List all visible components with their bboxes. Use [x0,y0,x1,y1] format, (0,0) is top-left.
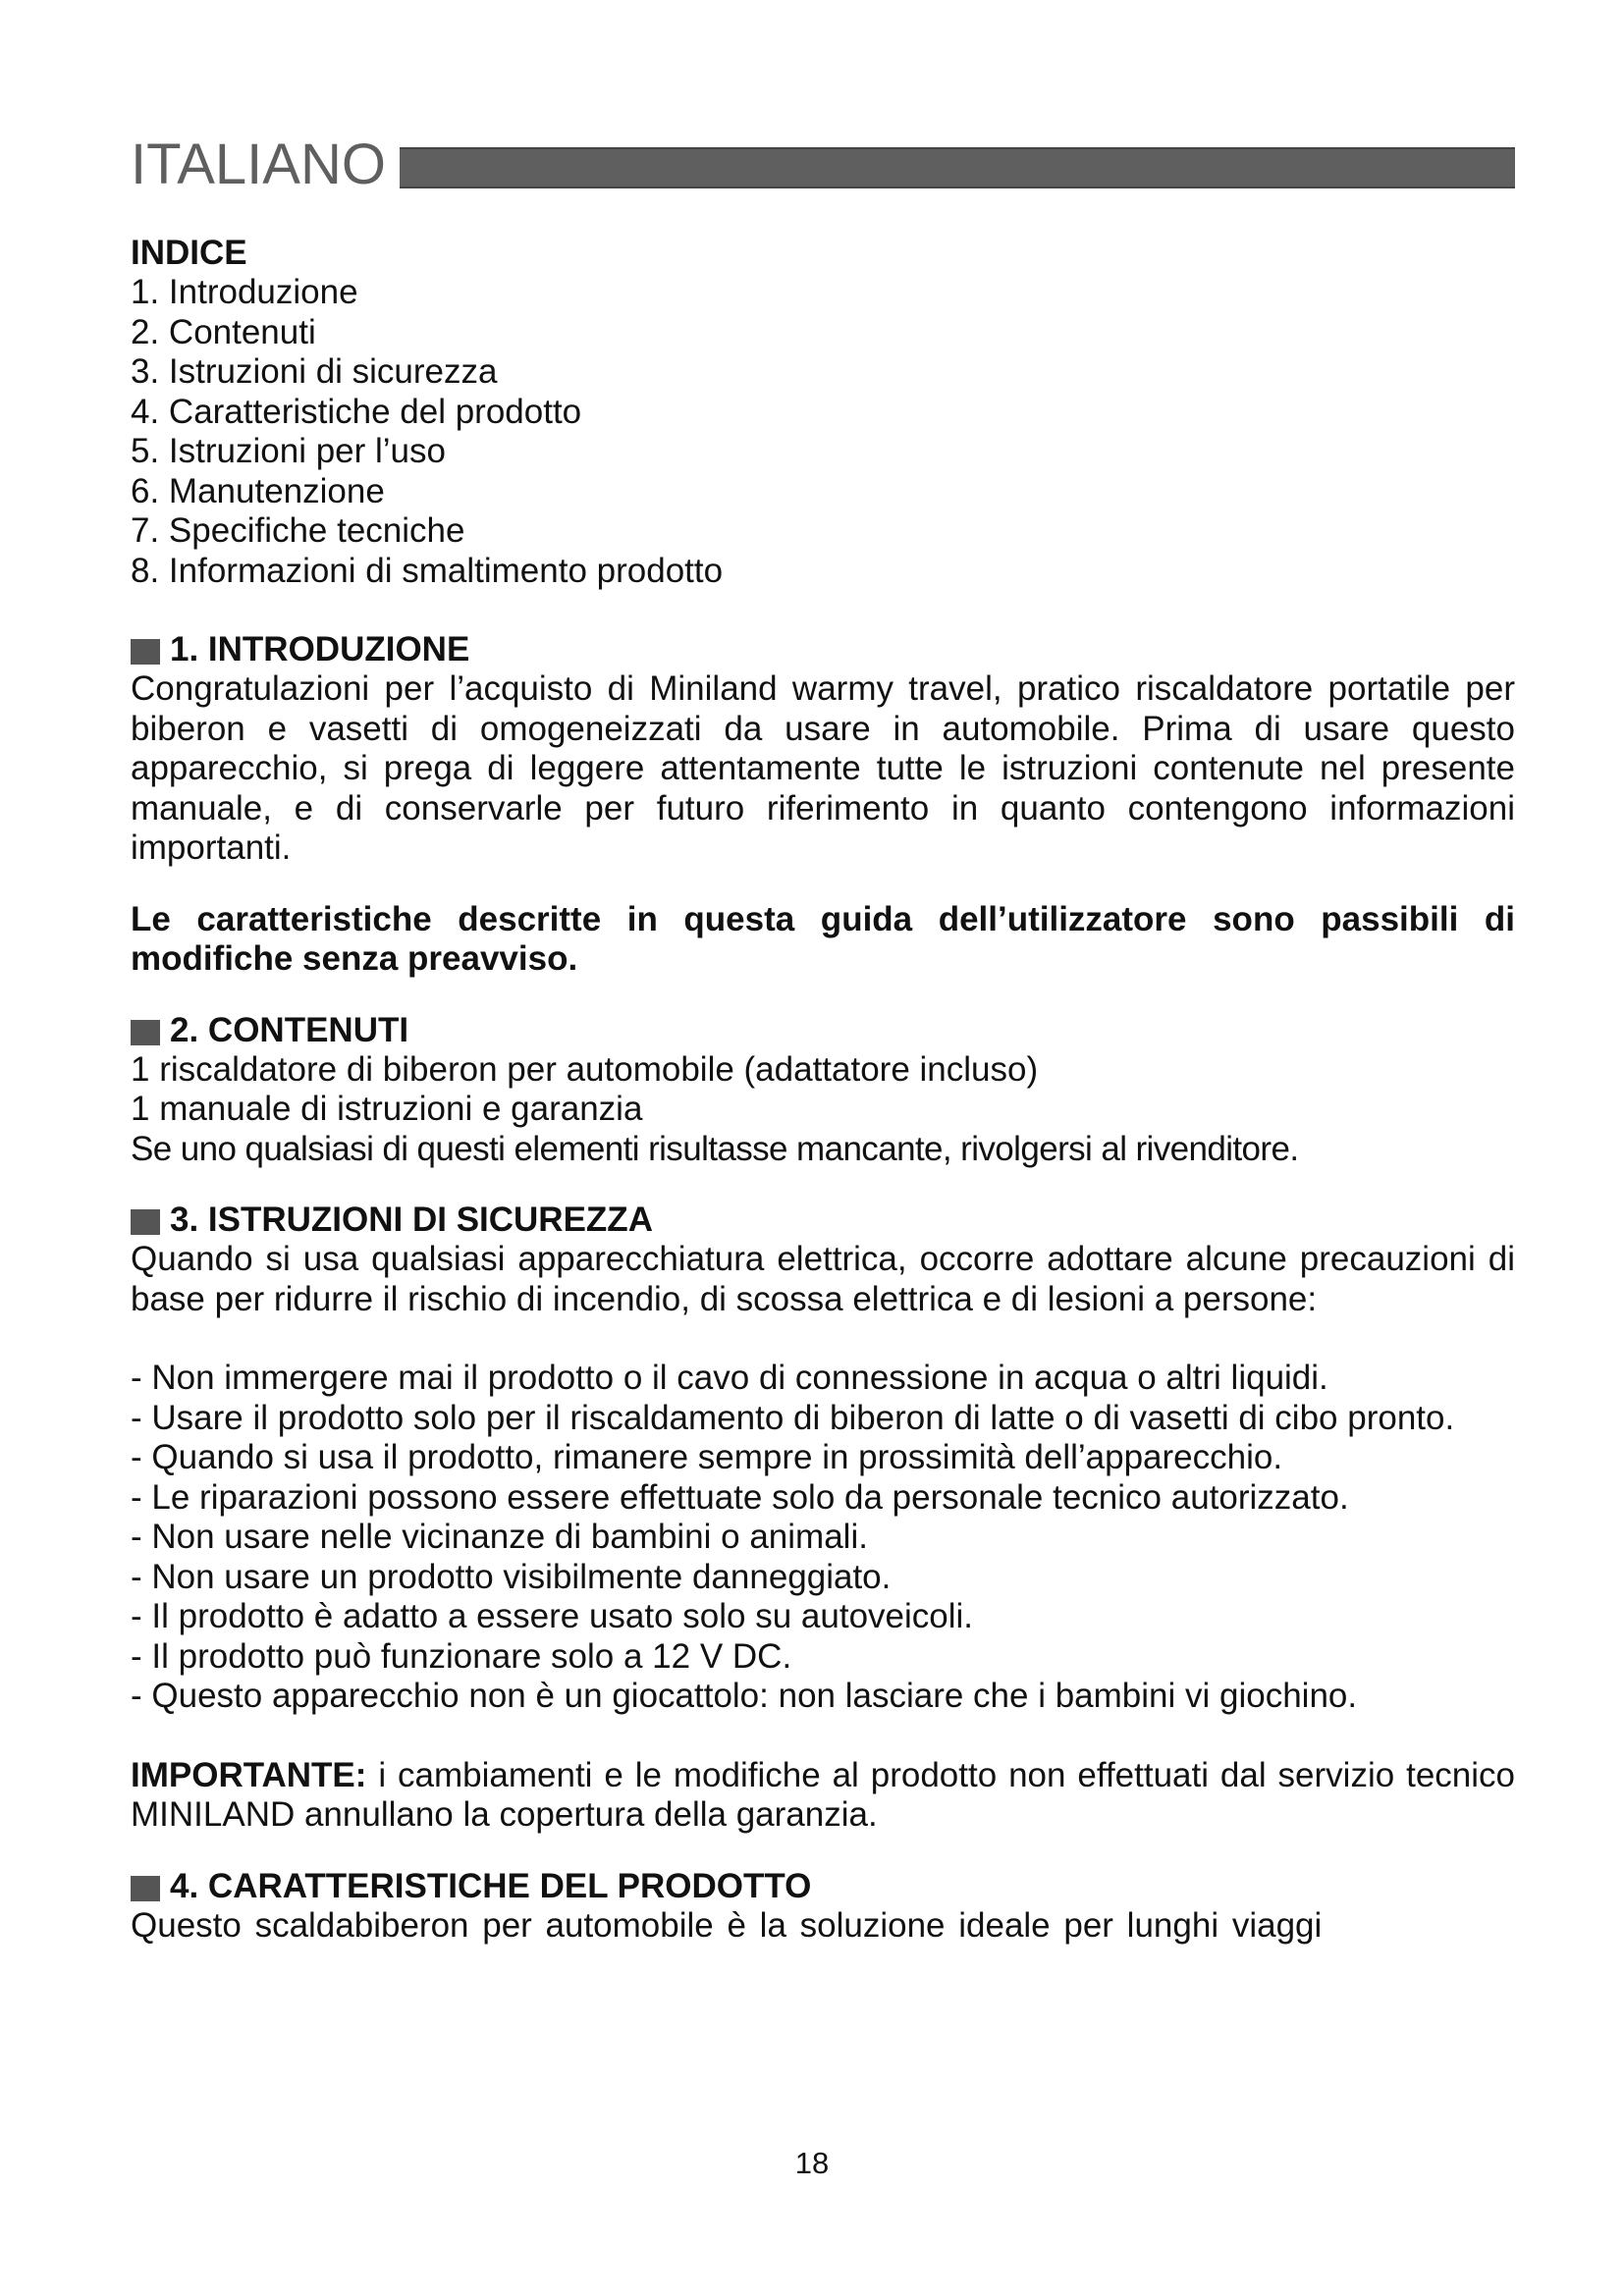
safety-item: - Usare il prodotto solo per il riscaldamento di biberon di latte o di vasetti di cibo pronto. [131,1398,1455,1437]
section-title: 2. CONTENUTI [170,1010,409,1049]
safety-item: - Il prodotto è adatto a essere usato solo su autoveicoli. [131,1597,974,1635]
toc-item: 5. Istruzioni per l’uso [131,432,446,470]
contents-line: 1 manuale di istruzioni e garanzia [131,1090,643,1128]
toc-item: 4. Caratteristiche del prodotto [131,392,582,431]
safety-list [131,1359,1515,1717]
safety-item: - Quando si usa il prodotto, rimanere sempre in prossimità dell’apparecchio. [131,1438,1283,1476]
safety-intro: Quando si usa qualsiasi apparecchiatura elettrica, occorre adottare alcune precauzioni di base per ridurre il rischio di incendio, di scossa elettrica e di lesioni a persone: [131,1240,1515,1318]
safety-item: - Questo apparecchio non è un giocattolo: non lasciare che i bambini vi giochino. [131,1677,1358,1715]
section-safety-heading [131,1201,1515,1240]
section-square-icon [131,1020,160,1045]
important-text: i cambiamenti e le modifiche al prodotto non effettuati dal servizio tecnico MINILAND annullano la copertura della garanzia. [131,1755,1515,1834]
features-text: Questo scaldabiberon per automobile è la soluzione ideale per lunghi viaggi [131,1905,1323,1945]
language-title: ITALIANO [131,133,386,196]
section-square-icon [131,639,160,665]
intro-notice: Le caratteristiche descritte in questa guida dell’utilizzatore sono passibili di modifiche senza preavviso. [131,899,1515,978]
important-label: IMPORTANTE: [131,1755,367,1794]
page-number: 18 [794,2146,830,2180]
toc-title: INDICE [131,234,247,272]
toc-item: 6. Manutenzione [131,471,385,510]
section-title: 1. INTRODUZIONE [170,630,470,668]
safety-item: - Non immergere mai il prodotto o il cavo di connessione in acqua o altri liquidi. [131,1359,1328,1397]
safety-item: - Le riparazioni possono essere effettuate solo da personale tecnico autorizzato. [131,1477,1349,1517]
toc-item: 1. Introduzione [131,273,358,311]
toc-list [131,273,1515,591]
toc-item: 7. Specifiche tecniche [131,511,465,550]
section-square-icon [131,1876,160,1901]
toc-item: 8. Informazioni di smaltimento prodotto [131,551,724,590]
contents-line: 1 riscaldatore di biberon per automobile (adattatore incluso) [131,1049,1039,1089]
contents-line: Se uno qualsiasi di questi elementi risultasse mancante, rivolgersi al rivenditore. [131,1129,1299,1168]
important-note [131,1756,1515,1836]
safety-item: - Non usare un prodotto visibilmente danneggiato. [131,1557,892,1596]
header-bar [400,147,1515,188]
section-contents-heading [131,1011,1515,1050]
section-introduction-heading [131,630,1515,669]
safety-item: - Non usare nelle vicinanze di bambini o animali. [131,1518,868,1556]
toc-item: 2. Contenuti [131,312,316,351]
section-features-heading [131,1867,1515,1906]
intro-paragraph: Congratulazioni per l’acquisto di Miniland warmy travel, pratico riscaldatore portatile per biberon e vasetti di omogeneizzati da usare in automobile. Prima di usare questo apparecchio, si prega di leggere attentamente tutte le istruzioni contenute nel presente manuale, e di conservarle per futuro riferimento in quanto contengono informazioni importanti. [131,669,1515,867]
document-page [131,126,1515,1946]
safety-item: - Il prodotto può funzionare solo a 12 V DC. [131,1636,792,1676]
language-header [131,126,1515,204]
section-title: 4. CARATTERISTICHE DEL PRODOTTO [170,1866,812,1905]
section-square-icon [131,1209,160,1235]
section-title: 3. ISTRUZIONI DI SICUREZZA [170,1201,653,1239]
toc-item: 3. Istruzioni di sicurezza [131,352,498,391]
